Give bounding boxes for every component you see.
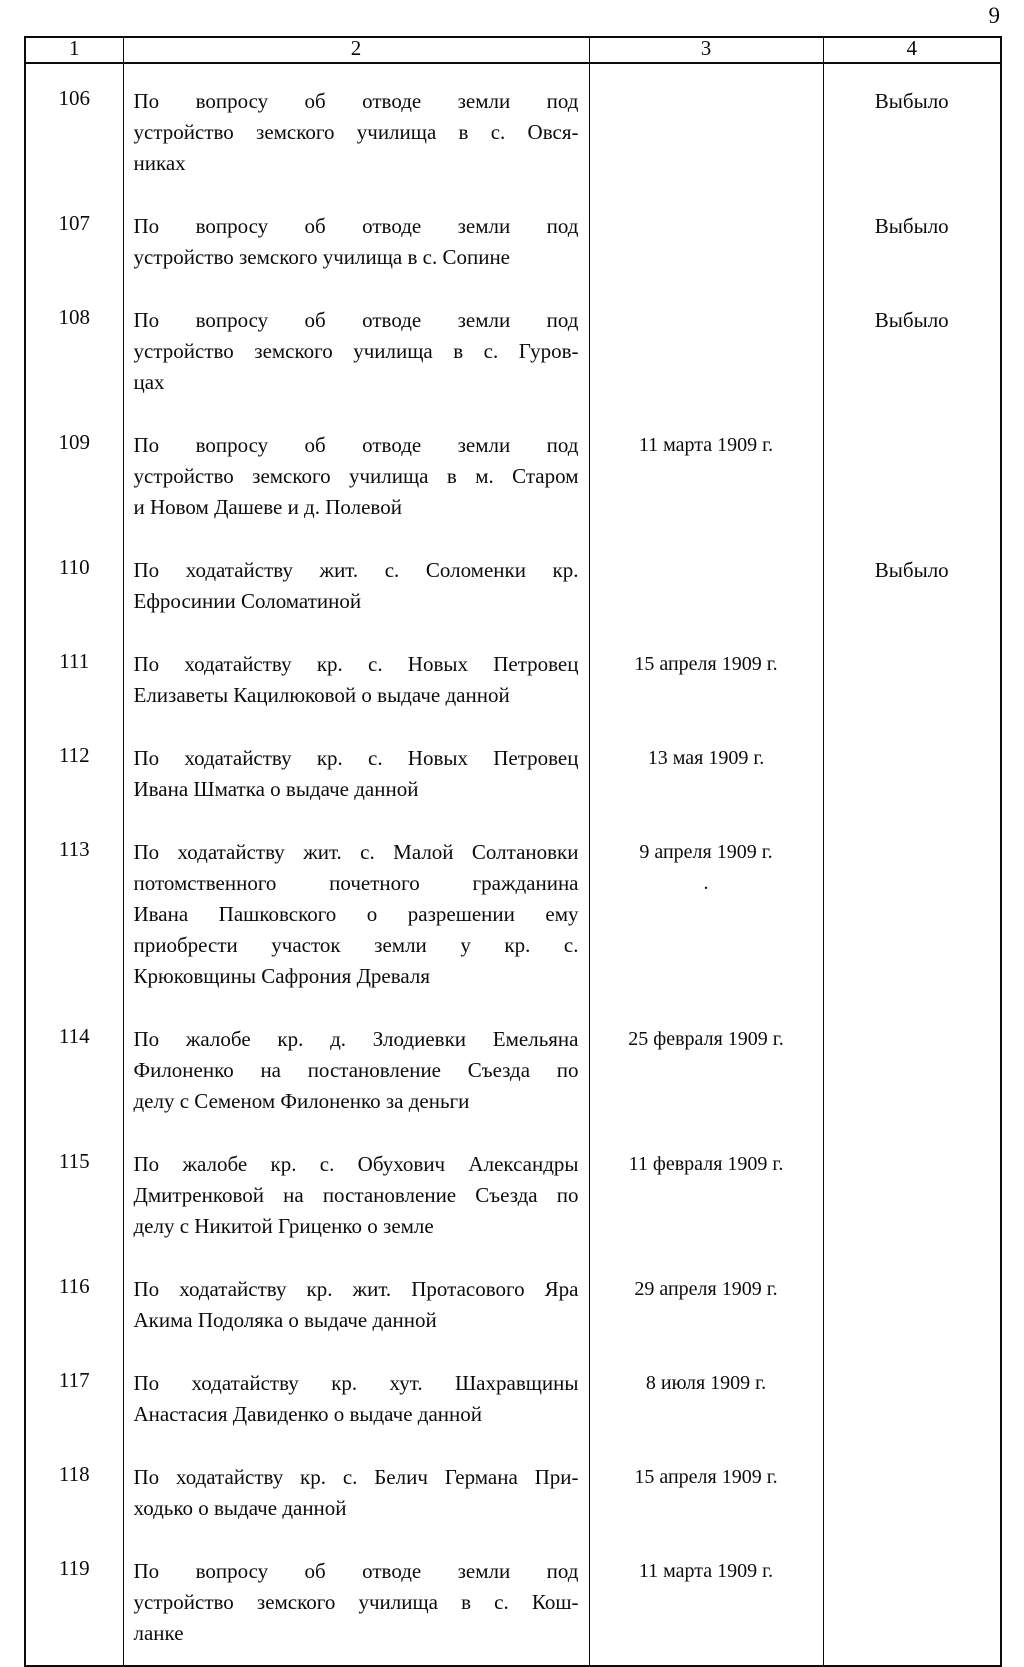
entry-date-value: 25 февраля 1909 г. xyxy=(628,1028,784,1050)
table-row xyxy=(25,721,1001,815)
column-header-1: 1 xyxy=(25,37,123,63)
entry-subject xyxy=(123,1252,589,1346)
subject-line: потомственного почетного гражданина xyxy=(133,871,579,895)
entry-status xyxy=(823,408,1001,533)
table-row xyxy=(25,533,1001,627)
entry-date xyxy=(589,721,823,815)
page-number: 9 xyxy=(988,3,1000,28)
entry-status xyxy=(823,815,1001,1002)
entry-subject xyxy=(123,408,589,533)
subject-line: никах xyxy=(133,151,186,175)
entry-date-value: 15 апреля 1909 г. xyxy=(634,653,778,675)
table-header-row xyxy=(25,37,1001,63)
subject-line: По ходатайству кр. с. Белич Германа При- xyxy=(133,1465,579,1489)
subject-line: делу с Семеном Филоненко за деньги xyxy=(133,1089,470,1113)
entry-date-value: 29 апреля 1909 г. xyxy=(634,1278,778,1300)
entry-date xyxy=(589,1252,823,1346)
entry-number: 113 xyxy=(25,815,123,1002)
entry-number: 114 xyxy=(25,1002,123,1127)
table-row xyxy=(25,627,1001,721)
entry-status xyxy=(823,1534,1001,1666)
subject-line: По вопросу об отводе земли под xyxy=(133,1559,579,1583)
subject-line: По ходатайству кр. с. Новых Петровец xyxy=(133,652,579,676)
table-row xyxy=(25,63,1001,189)
subject-line: По ходатайству кр. с. Новых Петровец xyxy=(133,746,579,770)
table-body xyxy=(25,63,1001,1666)
subject-line: По жалобе кр. с. Обухович Александры xyxy=(133,1152,579,1176)
subject-line: приобрести участок земли у кр. с. xyxy=(133,933,579,957)
entry-status xyxy=(823,1440,1001,1534)
entry-date xyxy=(589,1534,823,1666)
subject-line: Елизаветы Кацилюковой о выдаче данной xyxy=(133,683,510,707)
table-row xyxy=(25,408,1001,533)
entry-date xyxy=(589,815,823,1002)
table-row xyxy=(25,1440,1001,1534)
subject-line: По вопросу об отводе земли под xyxy=(133,89,579,113)
subject-line: Дмитренковой на постановление Съезда по xyxy=(133,1183,579,1207)
subject-line: По ходатайству жит. с. Малой Солтановки xyxy=(133,840,579,864)
entry-number: 112 xyxy=(25,721,123,815)
entry-status: Выбыло xyxy=(823,189,1001,283)
table-header xyxy=(25,37,1001,63)
entry-number: 106 xyxy=(25,63,123,189)
stray-punctuation-mark: . xyxy=(703,872,709,894)
table-row xyxy=(25,189,1001,283)
entry-number: 109 xyxy=(25,408,123,533)
subject-line: Акима Подоляка о выдаче данной xyxy=(133,1308,437,1332)
subject-line: По ходатайству кр. жит. Протасового Яра xyxy=(133,1277,579,1301)
subject-line: По вопросу об отводе земли под xyxy=(133,214,579,238)
entry-status: Выбыло xyxy=(823,533,1001,627)
entry-date-value: 15 апреля 1909 г. xyxy=(634,1466,778,1488)
subject-line: Ивана Пашковского о разрешении ему xyxy=(133,902,579,926)
entry-date-value: 11 марта 1909 г. xyxy=(638,434,774,456)
subject-line: устройство земского училища в м. Старом xyxy=(133,464,579,488)
registry-table xyxy=(24,36,1002,1667)
entry-status xyxy=(823,1002,1001,1127)
entry-date-value: 11 марта 1909 г. xyxy=(638,1560,774,1582)
subject-line: цах xyxy=(133,370,165,394)
entry-subject xyxy=(123,721,589,815)
entry-status xyxy=(823,1252,1001,1346)
entry-date-value: 11 февраля 1909 г. xyxy=(628,1153,784,1175)
entry-number: 119 xyxy=(25,1534,123,1666)
table-row xyxy=(25,1534,1001,1666)
table-row xyxy=(25,1127,1001,1252)
entry-date xyxy=(589,1127,823,1252)
entry-date xyxy=(589,1346,823,1440)
entry-subject xyxy=(123,189,589,283)
entry-subject xyxy=(123,63,589,189)
entry-subject xyxy=(123,627,589,721)
entry-date xyxy=(589,63,823,189)
table-row xyxy=(25,283,1001,408)
entry-number: 118 xyxy=(25,1440,123,1534)
column-header-2: 2 xyxy=(123,37,589,63)
table-row xyxy=(25,1002,1001,1127)
entry-subject xyxy=(123,1127,589,1252)
subject-line: ланке xyxy=(133,1621,184,1645)
entry-status xyxy=(823,1346,1001,1440)
entry-date xyxy=(589,189,823,283)
entry-status: Выбыло xyxy=(823,283,1001,408)
entry-subject xyxy=(123,1002,589,1127)
subject-line: ходько о выдаче данной xyxy=(133,1496,347,1520)
subject-line: Крюковщины Сафрония Древаля xyxy=(133,964,431,988)
entry-subject xyxy=(123,815,589,1002)
entry-subject xyxy=(123,283,589,408)
entry-date xyxy=(589,627,823,721)
entry-date xyxy=(589,533,823,627)
entry-date xyxy=(589,408,823,533)
entry-status: Выбыло xyxy=(823,63,1001,189)
entry-subject xyxy=(123,1440,589,1534)
subject-line: По жалобе кр. д. Злодиевки Емельяна xyxy=(133,1027,579,1051)
entry-number: 115 xyxy=(25,1127,123,1252)
subject-line: Филоненко на постановление Съезда по xyxy=(133,1058,579,1082)
table-row xyxy=(25,1346,1001,1440)
entry-date xyxy=(589,283,823,408)
entry-number: 117 xyxy=(25,1346,123,1440)
table-row xyxy=(25,815,1001,1002)
entry-number: 110 xyxy=(25,533,123,627)
entry-number: 107 xyxy=(25,189,123,283)
subject-line: По вопросу об отводе земли под xyxy=(133,433,579,457)
entry-number: 111 xyxy=(25,627,123,721)
entry-subject xyxy=(123,1534,589,1666)
column-header-3: 3 xyxy=(589,37,823,63)
entry-subject xyxy=(123,1346,589,1440)
subject-line: и Новом Дашеве и д. Полевой xyxy=(133,495,402,519)
subject-line: устройство земского училища в с. Овся- xyxy=(133,120,579,144)
subject-line: Анастасия Давиденко о выдаче данной xyxy=(133,1402,482,1426)
subject-line: По вопросу об отводе земли под xyxy=(133,308,579,332)
entry-number: 108 xyxy=(25,283,123,408)
entry-status xyxy=(823,627,1001,721)
subject-line: По ходатайству кр. хут. Шахравщины xyxy=(133,1371,579,1395)
subject-line: устройство земского училища в с. Гуров- xyxy=(133,339,579,363)
subject-line: устройство земского училища в с. Сопине xyxy=(133,245,511,269)
column-header-4: 4 xyxy=(823,37,1001,63)
entry-status xyxy=(823,721,1001,815)
subject-line: делу с Никитой Гриценко о земле xyxy=(133,1214,434,1238)
entry-date-value: 8 июля 1909 г. xyxy=(645,1372,767,1394)
subject-line: устройство земского училища в с. Кош- xyxy=(133,1590,579,1614)
entry-date-value: 13 мая 1909 г. xyxy=(647,747,765,769)
entry-status xyxy=(823,1127,1001,1252)
subject-line: Ефросинии Соломатиной xyxy=(133,589,362,613)
subject-line: По ходатайству жит. с. Соломенки кр. xyxy=(133,558,579,582)
entry-subject xyxy=(123,533,589,627)
subject-line: Ивана Шматка о выдаче данной xyxy=(133,777,419,801)
entry-date xyxy=(589,1002,823,1127)
table-row xyxy=(25,1252,1001,1346)
entry-date-value: 9 апреля 1909 г. xyxy=(639,841,773,863)
registry-table-container xyxy=(24,36,1000,1667)
entry-date xyxy=(589,1440,823,1534)
entry-number: 116 xyxy=(25,1252,123,1346)
